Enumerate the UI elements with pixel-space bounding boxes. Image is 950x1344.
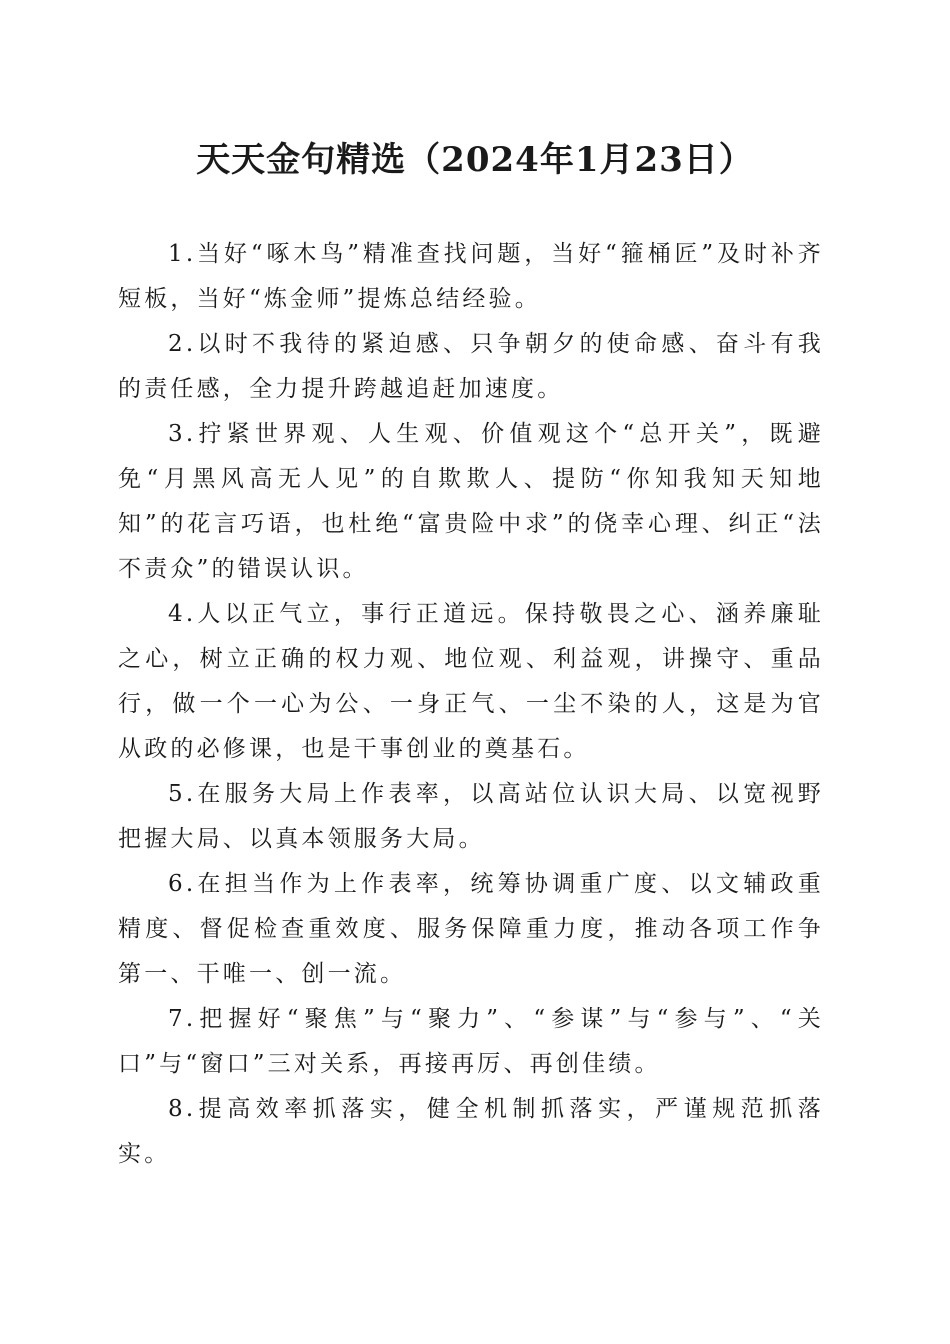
quote-paragraph-3: 3.拧紧世界观、人生观、价值观这个“总开关”，既避免“月黑风高无人见”的自欺欺人、提防“你知我知天知地知”的花言巧语，也杜绝“富贵险中求”的侥幸心理、纠正“法不责众”的错误认识。 xyxy=(118,421,824,582)
document-title: 天天金句精选（2024年1月23日） xyxy=(196,140,754,180)
quote-paragraph-6: 6.在担当作为上作表率，统筹协调重广度、以文辅政重精度、督促检查重效度、服务保障重力度，推动各项工作争第一、干唯一、创一流。 xyxy=(118,871,824,987)
quote-paragraph-8: 8.提高效率抓落实，健全机制抓落实，严谨规范抓落实。 xyxy=(118,1096,824,1167)
quote-paragraph-7: 7.把握好“聚焦”与“聚力”、“参谋”与“参与”、“关口”与“窗口”三对关系，再接再厉、再创佳绩。 xyxy=(118,1006,824,1077)
quote-paragraph-5: 5.在服务大局上作表率，以高站位认识大局、以宽视野把握大局、以真本领服务大局。 xyxy=(118,781,824,852)
quote-paragraph-1: 1.当好“啄木鸟”精准查找问题，当好“箍桶匠”及时补齐短板，当好“炼金师”提炼总结经验。 xyxy=(118,241,824,312)
quote-paragraph-2: 2.以时不我待的紧迫感、只争朝夕的使命感、奋斗有我的责任感，全力提升跨越追赶加速度。 xyxy=(118,331,824,402)
document-body xyxy=(118,232,824,1177)
quote-paragraph-4: 4.人以正气立，事行正道远。保持敬畏之心、涵养廉耻之心，树立正确的权力观、地位观、利益观，讲操守、重品行，做一个一心为公、一身正气、一尘不染的人，这是为官从政的必修课，也是干事创业的奠基石。 xyxy=(118,601,824,762)
